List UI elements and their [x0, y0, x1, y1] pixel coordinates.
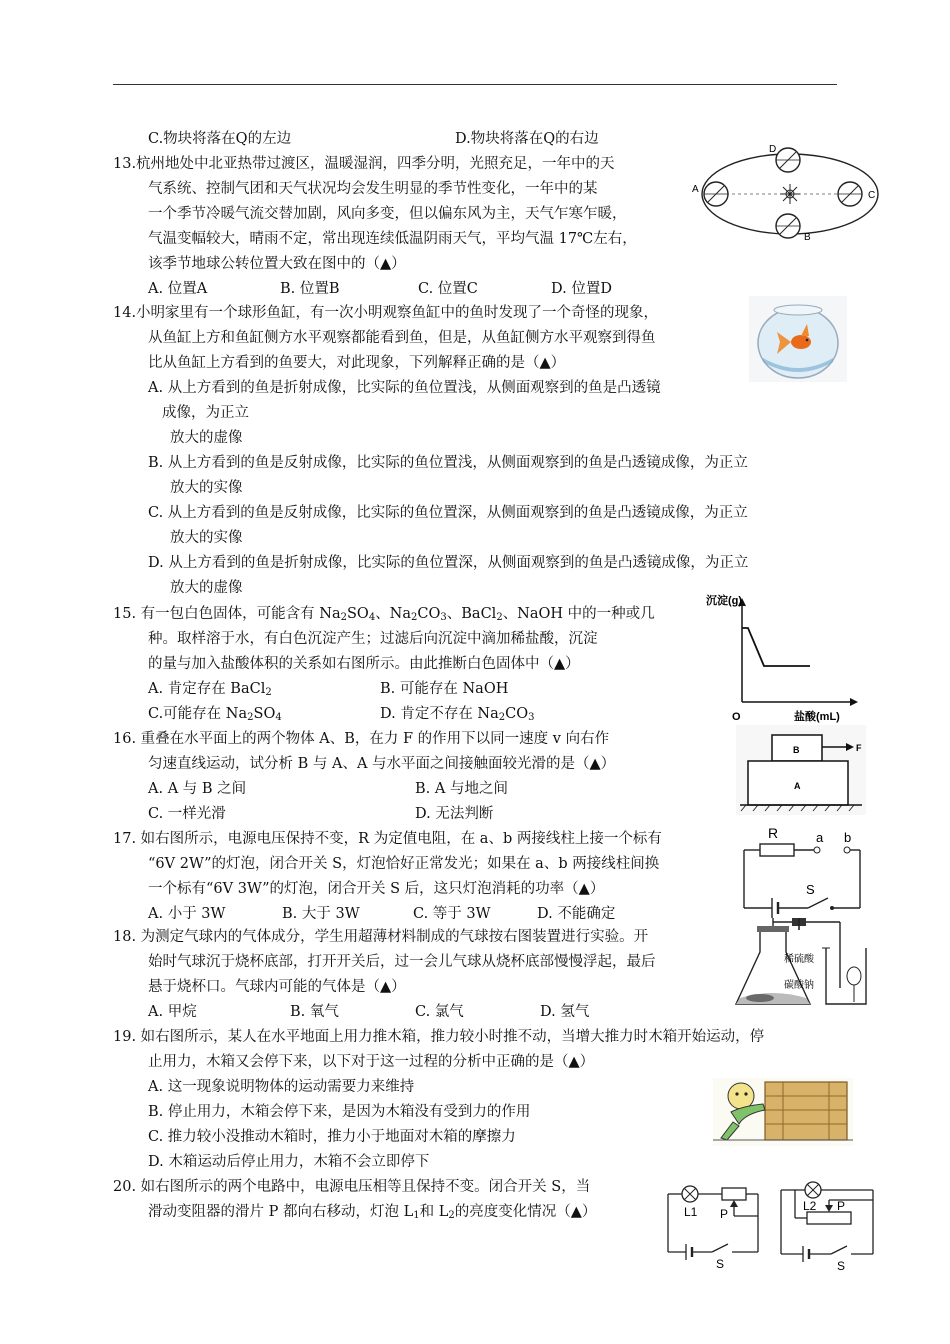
q19-option-d: D. 木箱运动后停止用力，木箱不会立即停下 [148, 1154, 430, 1170]
q13-option-d: D. 位置D [551, 281, 612, 297]
q14-option-c-1: C. 从上方看到的鱼是反射成像，比实际的鱼位置深，从侧面观察到的鱼是凸透镜成像，为正立 [148, 505, 748, 521]
q16-line-2: 匀速直线运动，试分析 B 与 A、A 与水平面之间接触面较光滑的是（▲） [148, 756, 616, 772]
q15-line-3: 的量与加入盐酸体积的关系如右图所示。由此推断白色固体中（▲） [148, 656, 580, 672]
q13-line-4: 气温变幅较大，晴雨不定，常出现连续低温阴雨天气，平均气温 17℃左右， [148, 231, 637, 247]
push-box-cartoon [713, 1078, 853, 1146]
q19-line-1: 19. 如右图所示，某人在水平地面上用力推木箱，推力较小时推不动，当增大推力时木箱开始运动，停 [113, 1029, 765, 1045]
label-s: S [806, 882, 815, 897]
earth-position-d [776, 148, 800, 172]
q14-option-a-1: A. 从上方看到的鱼是折射成像，比实际的鱼位置浅，从侧面观察到的鱼是凸透镜 [148, 380, 661, 396]
q14-option-a-2: 成像，为正立 [162, 405, 249, 421]
label-acid: 稀硫酸 [784, 954, 814, 965]
q13-option-c: C. 位置C [418, 281, 478, 297]
slider-arrow-icon-2 [825, 1205, 833, 1212]
q14-option-d-2: 放大的虚像 [170, 580, 243, 596]
q15-option-d: D. 肯定不存在 $Na_2CO_3$ [380, 706, 535, 723]
q16-option-d: D. 无法判断 [415, 806, 494, 822]
q12-option-c: C.物块将落在Q的左边 [148, 131, 292, 147]
circuit-diagram-q17 [738, 822, 868, 920]
q14-line-2: 从鱼缸上方和鱼缸侧方水平观察都能看到鱼，但是，从鱼缸侧方水平观察到得鱼 [148, 330, 656, 346]
label-b: B [804, 232, 811, 243]
label-c: C [868, 190, 876, 201]
force-label: F [856, 743, 862, 753]
q17-option-b: B. 大于 3W [282, 906, 360, 922]
q15-option-a: A. 肯定存在 BaCl$_2$ [148, 681, 272, 698]
q18-line-1: 18. 为测定气球内的气体成分，学生用超薄材料制成的气球按右图装置进行实验。开 [113, 929, 649, 945]
label-l2: L2 [803, 1199, 817, 1213]
q19-option-b: B. 停止用力，木箱会停下来，是因为木箱没有受到力的作用 [148, 1104, 531, 1120]
conical-flask [736, 930, 810, 1004]
earth-position-c [838, 182, 862, 206]
graph-origin: O [732, 711, 741, 723]
q15-option-c: C.可能存在 $Na_2SO_4$ [148, 706, 282, 723]
label-s2: S [837, 1259, 846, 1272]
q19-option-c: C. 推力较小没推动木箱时，推力小于地面对木箱的摩擦力 [148, 1129, 516, 1145]
q18-option-b: B. 氧气 [290, 1004, 339, 1020]
graph-y-label: 沉淀(g) [706, 595, 743, 607]
q15-line-2: 种。取样溶于水，有白色沉淀产生；过滤后向沉淀中滴加稀盐酸，沉淀 [148, 631, 598, 647]
stacked-blocks-figure [736, 725, 866, 815]
label-a: a [816, 830, 824, 845]
earth-position-b [776, 214, 800, 238]
fishbowl-image [749, 296, 847, 382]
q16-option-a: A. A 与 B 之间 [148, 781, 247, 797]
q13-line-2: 气系统、控制气团和天气状况均会发生明显的季节性变化，一年中的某 [148, 181, 598, 197]
q14-line-3: 比从鱼缸上方看到的鱼要大，对此现象，下列解释正确的是（▲） [148, 355, 566, 371]
q17-line-1: 17. 如右图所示，电源电压保持不变，R 为定值电阻，在 a、b 两接线柱上接一个标有 [113, 831, 662, 847]
q20-line-1: 20. 如右图所示的两个电路中，电源电压相等且保持不变。闭合开关 S，当 [113, 1179, 591, 1195]
slider-arrow-icon [730, 1200, 738, 1207]
q15-option-b: B. 可能存在 NaOH [380, 681, 509, 697]
q14-option-c-2: 放大的实像 [170, 530, 243, 546]
graph-x-label: 盐酸(mL) [794, 711, 840, 723]
q16-line-1: 16. 重叠在水平面上的两个物体 A、B，在力 F 的作用下以同一速度 v 向右作 [113, 731, 610, 747]
label-d: D [769, 144, 777, 155]
switch-s1 [712, 1244, 728, 1252]
q13-line-3: 一个季节冷暖气流交替加剧，风向多变，但以偏东风为主，天气乍寒乍暖， [148, 206, 627, 222]
q16-option-c: C. 一样光滑 [148, 806, 226, 822]
wooden-box [765, 1082, 847, 1140]
circuit-l1-figure [664, 1180, 764, 1270]
q19-line-2: 止用力，木箱又会停下来，以下对于这一过程的分析中正确的是（▲） [148, 1054, 595, 1070]
q14-option-b-1: B. 从上方看到的鱼是反射成像，比实际的鱼位置浅，从侧面观察到的鱼是凸透镜成像，为正立 [148, 455, 748, 471]
balloon-icon [847, 967, 861, 985]
q17-option-a: A. 小于 3W [148, 906, 226, 922]
block-b-label: B [793, 745, 800, 755]
q14-line-1: 14.小明家里有一个球形鱼缸，有一次小明观察鱼缸中的鱼时发现了一个奇怪的现象， [113, 305, 659, 321]
q17-option-c: C. 等于 3W [413, 906, 491, 922]
q15-line-1: 15. 有一包白色固体，可能含有 $Na_2SO_4$、$Na_2CO_3$、BaCl$_2$、NaOH 中的一种或几 [113, 606, 655, 623]
resistor-r [760, 844, 794, 856]
label-l1: L1 [684, 1205, 698, 1219]
gas-apparatus-figure [730, 918, 870, 1018]
switch-s2 [831, 1246, 847, 1254]
q18-line-3: 悬于烧杯口。气球内可能的气体是（▲） [148, 979, 406, 995]
label-b: b [844, 830, 852, 845]
header-rule [113, 84, 837, 85]
circuit-l2-figure [773, 1178, 883, 1272]
q14-option-b-2: 放大的实像 [170, 480, 243, 496]
q17-option-d: D. 不能确定 [537, 906, 616, 922]
q14-option-d-1: D. 从上方看到的鱼是折射成像，比实际的鱼位置深，从侧面观察到的鱼是凸透镜成像，为正立 [148, 555, 749, 571]
q14-option-a-3: 放大的虚像 [170, 430, 243, 446]
sun-icon [780, 184, 800, 204]
earth-position-a [704, 182, 728, 206]
earth-orbit-figure [690, 138, 890, 248]
label-a: A [692, 184, 699, 195]
q18-option-a: A. 甲烷 [148, 1004, 197, 1020]
label-r: R [768, 825, 779, 841]
rheostat-2 [807, 1212, 851, 1224]
label-s1: S [716, 1257, 725, 1270]
q16-option-b: B. A 与地之间 [415, 781, 508, 797]
terminal-a [814, 847, 820, 853]
q13-line-5: 该季节地球公转位置大致在图中的（▲） [148, 256, 406, 272]
q19-option-a: A. 这一现象说明物体的运动需要力来维持 [148, 1079, 415, 1095]
terminal-b [844, 847, 850, 853]
q18-option-d: D. 氢气 [540, 1004, 590, 1020]
rheostat-1 [722, 1188, 746, 1200]
q17-line-3: 一个标有“6V 3W”的灯泡，闭合开关 S 后，这只灯泡消耗的功率（▲） [148, 881, 605, 897]
precipitate-graph [702, 590, 872, 725]
q18-option-c: C. 氯气 [415, 1004, 464, 1020]
label-p2: P [837, 1199, 846, 1213]
block-a-label: A [794, 781, 801, 791]
q13-option-b: B. 位置B [280, 281, 340, 297]
label-carbonate: 碳酸钠 [784, 980, 814, 991]
switch-s [808, 898, 828, 908]
label-p1: P [720, 1207, 729, 1221]
q17-line-2: “6V 2W”的灯泡，闭合开关 S，灯泡恰好正常发光；如果在 a、b 两接线柱间换 [148, 856, 660, 872]
q12-option-d: D.物块将落在Q的右边 [455, 131, 599, 147]
q18-line-2: 始时气球沉于烧杯底部，打开开关后，过一会儿气球从烧杯底部慢慢浮起，最后 [148, 954, 656, 970]
q20-line-2: 滑动变阻器的滑片 P 都向右移动，灯泡 $L_1$和 $L_2$的亮度变化情况（▲） [148, 1204, 597, 1221]
q13-option-a: A. 位置A [148, 281, 208, 297]
q13-line-1: 13.杭州地处中北亚热带过渡区，温暖湿润，四季分明，光照充足，一年中的天 [113, 156, 615, 172]
